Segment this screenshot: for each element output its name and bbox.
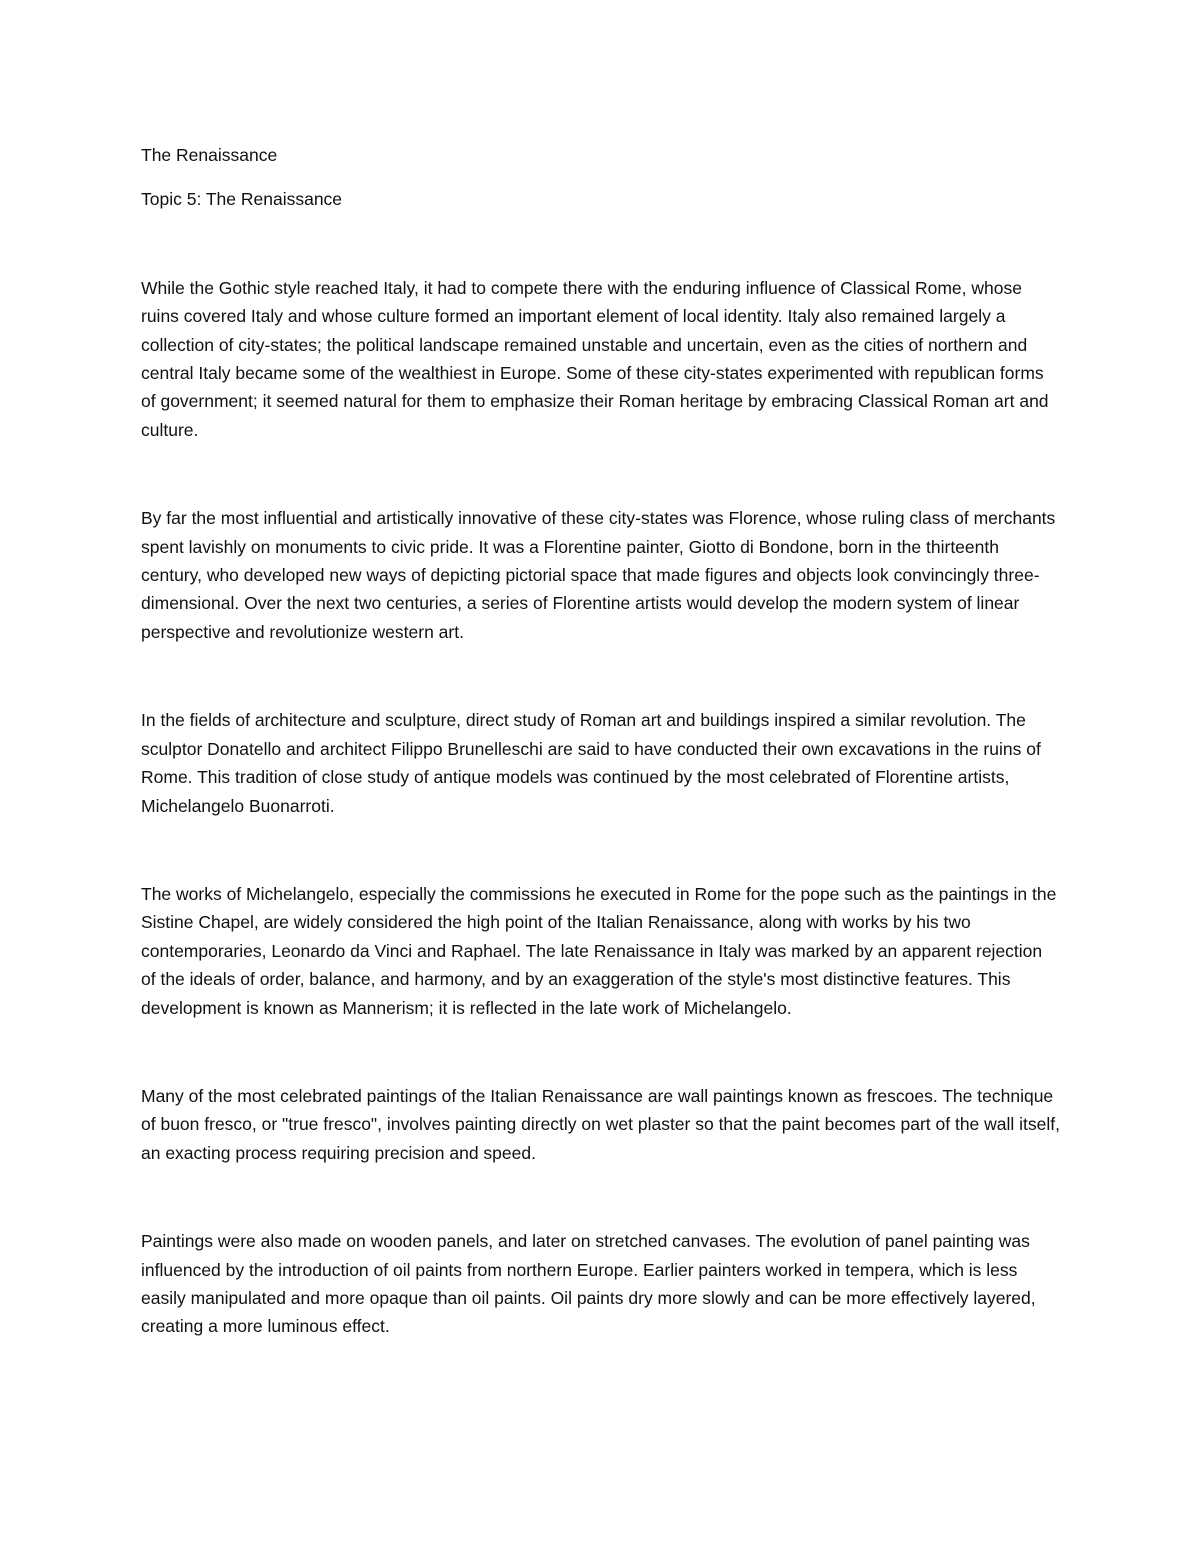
document-subtitle: Topic 5: The Renaissance [141,189,343,210]
document-body [141,141,1065,1401]
paragraph-frescoes: Many of the most celebrated paintings of the Italian Renaissance are wall paintings known as frescoes. The technique of buon fresco, or "true fresco", involves painting directly on wet plaster so that the paint becomes part of the wall itself, an exacting process requiring precision and speed. [141,1085,1065,1163]
paragraph-architecture-sculpture: In the fields of architecture and sculpture, direct study of Roman art and buildings inspired a similar revolution. The sculptor Donatello and architect Filippo Brunelleschi are said to have conducted their own excavations in the ruins of Rome. This tradition of close study of antique models was continued by the most celebrated of Florentine artists, Michelangelo Buonarroti. [141,710,1046,816]
paragraph-florence: By far the most influential and artistically innovative of these city-states was Florence, whose ruling class of merchants spent lavishly on monuments to civic pride. It was a Florentine painter, Giotto di Bondone, born in the thirteenth century, who developed new ways of depicting pictorial space that made figures and objects look convincingly three-dimensional. Over the next two centuries, a series of Florentine artists would develop the modern system of linear perspective and revolutionize western art. [141,508,1061,642]
paragraph-michelangelo: The works of Michelangelo, especially the commissions he executed in Rome for the pope such as the paintings in the Sistine Chapel, are widely considered the high point of the Italian Renaissance, along with works by his two contemporaries, Leonardo da Vinci and Raphael. The late Renaissance in Italy was marked by an apparent rejection of the ideals of order, balance, and harmony, and by an exaggeration of the style's most distinctive features. This development is known as Mannerism; it is reflected in the late work of Michelangelo. [141,883,1062,1018]
document-title: The Renaissance [141,145,278,165]
paragraph-panel-painting: Paintings were also made on wooden panels, and later on stretched canvases. The evolution of panel painting was influenced by the introduction of oil paints from northern Europe. Earlier painters worked in tempera, which is less easily manipulated and more opaque than oil paints. Oil paints dry more slowly and can be more effectively layered, creating a more luminous effect. [141,1231,1041,1337]
paragraph-gothic-italy: While the Gothic style reached Italy, it had to compete there with the enduring influence of Classical Rome, whose ruins covered Italy and whose culture formed an important element of local identity. Italy also remained largely a collection of city-states; the political landscape remained unstable and uncertain, even as the cities of northern and central Italy became some of the wealthiest in Europe. Some of these city-states experimented with republican forms of government; it seemed natural for them to emphasize their Roman heritage by embracing Classical Roman art and culture. [141,277,1054,440]
